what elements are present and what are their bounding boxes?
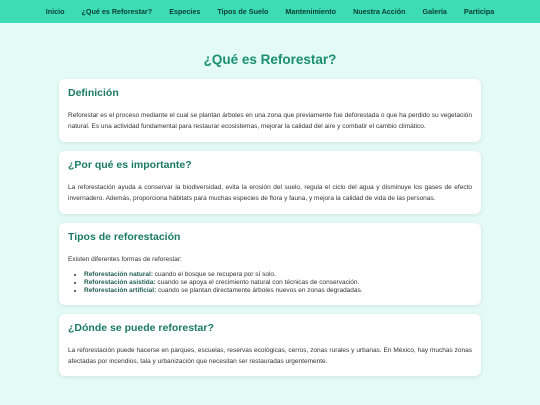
nav-mantenimiento[interactable]: Mantenimiento xyxy=(285,7,337,16)
list-item xyxy=(84,279,472,287)
nav-especies[interactable]: Especies xyxy=(169,7,201,16)
nav-inicio[interactable]: Inicio xyxy=(45,7,65,16)
nav-que-es-reforestar[interactable]: ¿Qué es Reforestar? xyxy=(81,7,153,16)
main-navbar xyxy=(0,0,540,23)
card-importancia xyxy=(59,151,481,214)
list-item-desc: cuando el bosque se recupera por sí solo. xyxy=(153,271,276,279)
card-definicion xyxy=(59,79,481,142)
page-title: ¿Qué es Reforestar? xyxy=(203,52,337,67)
list-item-desc: cuando se apoya el crecimiento natural con técnicas de conservación. xyxy=(155,279,360,287)
nav-galeria[interactable]: Galería xyxy=(422,7,447,16)
main-content xyxy=(0,79,540,376)
section-title-definicion: Definición xyxy=(68,87,119,99)
card-tipos xyxy=(59,223,481,305)
card-donde xyxy=(59,314,481,377)
section-intro-tipos: Existen diferentes formas de reforestar: xyxy=(68,255,182,263)
nav-participa[interactable]: Participa xyxy=(463,7,495,16)
section-text-donde: La reforestación puede hacerse en parques, escuelas, reservas ecológicas, cerros, zonas rurales y urbanas. En México, hay muchas zonas afectadas por incendios, tala y urbanización que necesitan ser restauradas urgentemente. xyxy=(68,346,472,366)
nav-tipos-de-suelo[interactable]: Tipos de Suelo xyxy=(217,7,269,16)
tipos-list xyxy=(68,271,472,296)
nav-nuestra-accion[interactable]: Nuestra Acción xyxy=(353,7,406,16)
section-text-importancia: La reforestación ayuda a conservar la biodiversidad, evita la erosión del suelo, regula el ciclo del agua y disminuye los gases de efecto invernadero. Además, proporciona hábitats para muchas especies de flora y fauna, y mejora la calidad de vida de las personas. xyxy=(68,183,472,203)
list-item-term: Reforestación natural: xyxy=(84,271,153,279)
list-item-desc: cuando se plantan directamente árboles nuevos en zonas degradadas. xyxy=(156,287,363,295)
section-title-importancia: ¿Por qué es importante? xyxy=(68,158,192,171)
section-title-tipos: Tipos de reforestación xyxy=(68,230,181,243)
list-item-term: Reforestación artificial: xyxy=(84,287,157,295)
list-item xyxy=(84,271,472,279)
list-item xyxy=(84,287,472,295)
section-title-donde: ¿Dónde se puede reforestar? xyxy=(68,321,214,334)
section-text-definicion: Reforestar es el proceso mediante el cual se plantan árboles en una zona que previamente fue deforestada o que ha perdido su vegetación natural. Es una actividad fundamental para restaurar ecosistemas, mejorar la calidad del aire y combatir el cambio climático. xyxy=(68,112,472,131)
list-item-term: Reforestación asistida: xyxy=(84,279,156,287)
